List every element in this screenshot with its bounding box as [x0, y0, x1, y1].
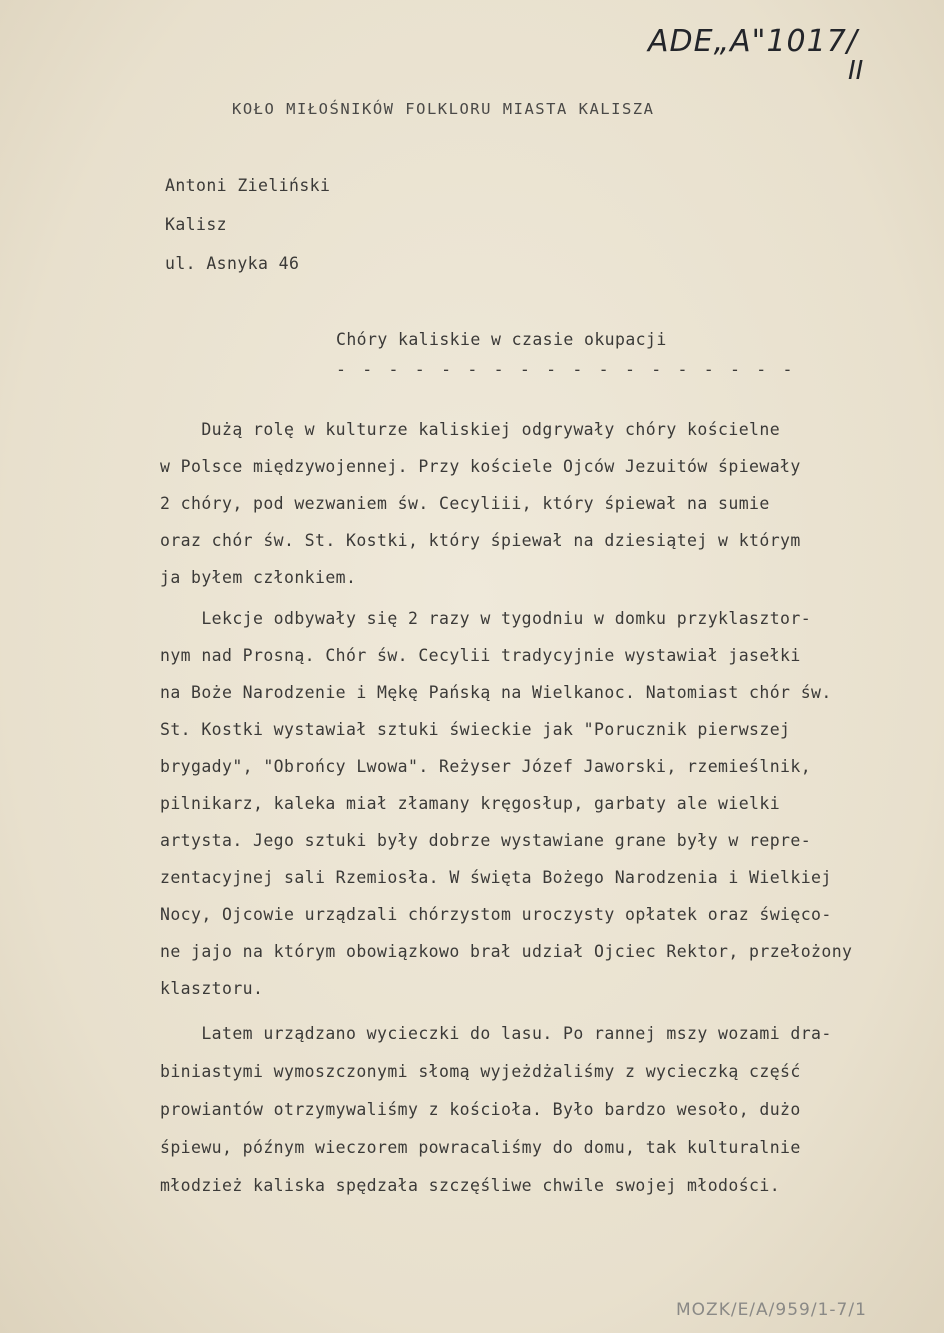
archive-signature-top: ADE„A"1017/	[648, 24, 858, 59]
title-underline: - - - - - - - - - - - - - - - - - -	[336, 360, 796, 379]
author-city: Kalisz	[165, 215, 228, 234]
archive-signature-sub: II	[848, 56, 864, 86]
body-line: Dużą rolę w kulturze kaliskiej odgrywały chóry kościelne	[160, 420, 781, 439]
body-line: pilnikarz, kaleka miał złamany kręgosłup, garbaty ale wielki	[160, 794, 781, 813]
body-line: młodzież kaliska spędzała szczęśliwe chwile swojej młodości.	[160, 1176, 781, 1195]
document-title: Chóry kaliskie w czasie okupacji	[336, 330, 667, 349]
body-line: St. Kostki wystawiał sztuki świeckie jak "Porucznik pierwszej	[160, 720, 791, 739]
archive-signature-bottom: MOZK/E/A/959/1-7/1	[676, 1300, 867, 1320]
body-line: 2 chóry, pod wezwaniem św. Cecyliii, który śpiewał na sumie	[160, 494, 770, 513]
body-line: klasztoru.	[160, 979, 264, 998]
body-line: ja byłem członkiem.	[160, 568, 357, 587]
body-line: prowiantów otrzymywaliśmy z kościoła. Było bardzo wesoło, dużo	[160, 1100, 801, 1119]
body-line: na Boże Narodzenie i Mękę Pańską na Wielkanoc. Natomiast chór św.	[160, 683, 832, 702]
body-line: Nocy, Ojcowie urządzali chórzystom uroczysty opłatek oraz święco-	[160, 905, 832, 924]
author-name: Antoni Zieliński	[165, 176, 331, 195]
body-line: Lekcje odbywały się 2 razy w tygodniu w domku przyklasztor-	[160, 609, 812, 628]
body-line: brygady", "Obrońcy Lwowa". Reżyser Józef Jaworski, rzemieślnik,	[160, 757, 812, 776]
body-line: Latem urządzano wycieczki do lasu. Po rannej mszy wozami dra-	[160, 1024, 832, 1043]
author-street: ul. Asnyka 46	[165, 254, 300, 273]
body-line: śpiewu, późnym wieczorem powracaliśmy do domu, tak kulturalnie	[160, 1138, 801, 1157]
organization-header: KOŁO MIŁOŚNIKÓW FOLKLORU MIASTA KALISZA	[232, 100, 655, 118]
body-line: nym nad Prosną. Chór św. Cecylii tradycyjnie wystawiał jasełki	[160, 646, 801, 665]
body-line: ne jajo na którym obowiązkowo brał udział Ojciec Rektor, przełożony	[160, 942, 853, 961]
body-line: biniastymi wymoszczonymi słomą wyjeżdżaliśmy z wycieczką część	[160, 1062, 801, 1081]
body-line: oraz chór św. St. Kostki, który śpiewał na dziesiątej w którym	[160, 531, 801, 550]
body-line: w Polsce międzywojennej. Przy kościele Ojców Jezuitów śpiewały	[160, 457, 801, 476]
body-line: zentacyjnej sali Rzemiosła. W święta Bożego Narodzenia i Wielkiej	[160, 868, 832, 887]
body-line: artysta. Jego sztuki były dobrze wystawiane grane były w repre-	[160, 831, 812, 850]
